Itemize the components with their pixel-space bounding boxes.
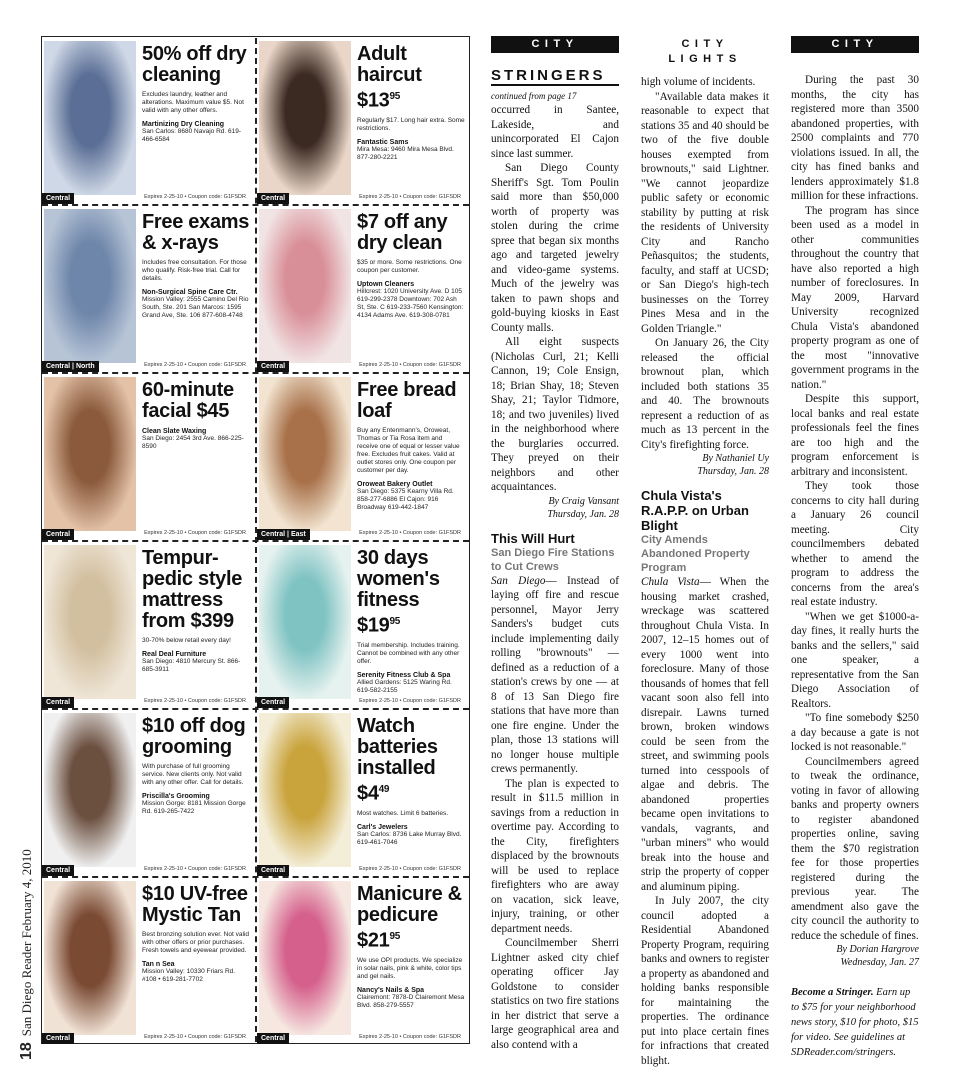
business-name: Nancy's Nails & Spa <box>357 986 425 994</box>
byline: By Dorian Hargrove <box>836 944 919 955</box>
region-tag: Central <box>42 1033 74 1044</box>
coupon[interactable] <box>257 38 469 204</box>
article-column-3 <box>791 36 919 1060</box>
mattress-icon <box>44 545 136 699</box>
business-address: Mission Valley: 2555 Camino Del Rio South, Ste. 201 San Marcos: 1595 Grand Ave, Ste. 106 877-608-4748 <box>142 296 249 319</box>
coupon-headline: Free bread loaf <box>357 379 457 422</box>
region-tag: Central <box>42 529 74 540</box>
shirt-icon <box>44 41 136 195</box>
paragraph: Chula Vista— When the housing market crashed, wreckage was scattered throughout Chula Vista. In 2007, 12–15 homes out of every 1000 went into foreclosure. Many of those thousands of homes that fell vacant soon also fell into disrepair. Lawns turned brown, broken windows could be seen from the street, and swimming pools turned into cesspools of algae and debris. The abandoned properties became open invitations to vandals, vagrants, and "urban miners" who would break into the house and strip the property of copper and aluminum piping. <box>641 576 769 893</box>
coupon-expiry: Expires 2-25-10 • Coupon code: G1FSDR <box>144 194 246 200</box>
coupon-expiry: Expires 2-25-10 • Coupon code: G1FSDR <box>359 362 461 368</box>
coupon[interactable] <box>42 878 254 1044</box>
article-deck: City Amends Abandoned Property Program <box>641 534 750 574</box>
coupon-expiry: Expires 2-25-10 • Coupon code: G1FSDR <box>359 866 461 872</box>
business-name: Uptown Cleaners <box>357 281 415 288</box>
coupon-expiry: Expires 2-25-10 • Coupon code: G1FSDR <box>144 530 246 536</box>
paragraph: Despite this support, local banks and real estate professionals feel the fines are too high and the program enforcement is arbitrary and inconsistent. <box>791 393 919 478</box>
coupon-description: We use OPI products. We specialize in solar nails, pink & white, color tips and gel nails. <box>357 956 463 980</box>
price-cents: 95 <box>389 616 401 627</box>
face-icon <box>44 377 136 531</box>
price-cents: 49 <box>378 784 390 795</box>
continued-note: continued from page 17 <box>491 90 577 101</box>
business-address: San Carlos: 8736 Lake Murray Blvd. 619-461-7046 <box>357 830 462 846</box>
article-column-2 <box>641 36 769 1068</box>
region-tag: Central <box>42 865 74 876</box>
paragraph: Councilmembers agreed to tweak the ordinance, voting in favor of allowing banks and property owners to register abandoned properties online, saving them the $70 registration fee for those properties registered during the previous year. The amendment also gave the city council the authority to reduce the schedule of fines. <box>791 755 919 942</box>
coupon-headline: 30 days women's fitness $\$19^{95}$ <box>357 547 440 637</box>
coupon-description: With purchase of full grooming service. New clients only. Not valid with any other offer. Call for details. <box>142 763 244 786</box>
section-kicker: CITY LIGHTS <box>791 36 919 53</box>
coupon-text <box>357 548 465 695</box>
coupon-text <box>142 716 250 816</box>
business-name: Priscilla's Grooming <box>142 793 210 800</box>
coupon[interactable] <box>42 38 254 204</box>
business-address: Mission Gorge: 8181 Mission Gorge Rd. 619-265-7422 <box>142 800 246 815</box>
business-address: Mission Valley: 10330 Friars Rd. #108 • 619-281-7702 <box>142 968 236 983</box>
coupon-text <box>142 212 250 320</box>
coupon-description: Trial membership. Includes training. Cannot be combined with any other offer. <box>357 641 460 665</box>
coupon-text <box>142 380 250 451</box>
business-address: Mira Mesa: 9460 Mira Mesa Blvd. 877-280-2221 <box>357 145 454 161</box>
coupon-headline: Adult haircut $\$13^{95}$ <box>357 43 422 112</box>
coupon-headline: $10 UV-free Mystic Tan <box>142 883 248 926</box>
business-name: Clean Slate Waxing <box>142 428 207 435</box>
coupon[interactable] <box>42 542 254 708</box>
price-cents: 95 <box>389 931 401 942</box>
coupon-text <box>357 716 465 847</box>
business-address: Clairemont: 7878-D Clairemont Mesa Blvd. 858-279-5557 <box>357 993 465 1009</box>
coupon-text <box>142 884 250 984</box>
paragraph: "Available data makes it reasonable to expect that stations 35 and 40 should be two of the five double houses exempted from brownouts," said Lightner. "We cannot jeopardize public safety or economic stability by putting at risk the residents of University City and Rancho Peñasquitos; the students, faculty, and staff at UCSD; or San Diego's high-tech businesses on the Torrey Pines Mesa and in the Golden Triangle." <box>641 90 769 335</box>
business-name: Real Deal Furniture <box>142 651 207 658</box>
region-tag: Central | East <box>257 529 310 540</box>
paragraph: The plan is expected to result in $11.5 million in savings from a reduction in overtime pay. According to the City, firefighters displaced by the brownouts will be used to replace firefighters who are away on vacation, sick leave, injury, training, or other department needs. <box>491 777 619 935</box>
byline-date: Wednesday, Jan. 27 <box>840 957 919 968</box>
region-tag: Central | North <box>42 361 99 372</box>
coupon[interactable] <box>42 710 254 876</box>
business-name: Serenity Fitness Club & Spa <box>357 671 451 679</box>
business-address: San Diego: 2454 3rd Ave. 866-225-8590 <box>142 435 244 450</box>
coupon-headline: Manicure & pedicure $\$21^{95}$ <box>357 883 462 952</box>
dateline: San Diego <box>491 574 546 587</box>
business-address: Allied Gardens: 5125 Waring Rd. 619-582-2155 <box>357 678 452 694</box>
paragraph: high volume of incidents. <box>641 76 756 88</box>
coupon-description: Most watches. Limit 6 batteries. <box>357 809 449 817</box>
bread-icon <box>259 377 351 531</box>
article-headline: Chula Vista's R.A.P.P. on Urban Blight <box>641 488 749 533</box>
region-tag: Central <box>42 697 74 708</box>
coupon-description: Best bronzing solution ever. Not valid with other offers or prior purchases. Fresh towels and eyewear provided. <box>142 931 249 954</box>
fitness-icon <box>259 545 351 699</box>
publication-line: San Diego Reader February 4, 2010 <box>19 849 34 1037</box>
coupon-description: Buy any Entenmann's, Oroweat, Thomas or Tia Rosa item and receive one of equal or lesser value free. Excludes fruit cakes. Valid at outlet stores only. One coupon per customer per day. <box>357 427 460 474</box>
dog-icon <box>44 713 136 867</box>
region-tag: Central <box>257 1033 289 1044</box>
coupon-description: Excludes laundry, leather and alterations. Maximum value $5. Not valid with any other offers. <box>142 91 244 114</box>
coupon-description: Includes free consultation. For those who qualify. Risk-free trial. Call for details. <box>142 259 247 282</box>
business-address: San Diego: 5375 Kearny Villa Rd. 858-277-6886 El Cajon: 916 Broadway 619-442-1847 <box>357 488 454 511</box>
coupon-expiry: Expires 2-25-10 • Coupon code: G1FSDR <box>144 698 246 704</box>
region-tag: Central <box>257 697 289 708</box>
paragraph: San Diego County Sheriff's Sgt. Tom Poulin said more than $50,000 worth of property was stolen during the crime spree that began six months ago and targeted jewelry and video-game systems. Much of the jewelry was taken to pawn shops and gold-buying kiosks in East County malls. <box>491 162 619 334</box>
stringer-note: Become a Stringer. Earn up to $75 for your neighborhood news story, $10 for photo, $15 for video. See guidelines at SDReader.com/stringers. <box>791 987 919 1058</box>
coupon[interactable] <box>42 374 254 540</box>
coupon-headline: Free exams & x-rays <box>142 211 250 254</box>
coupon-expiry: Expires 2-25-10 • Coupon code: G1FSDR <box>359 194 461 200</box>
article-column-1 <box>491 36 619 1052</box>
paragraph: occurred in Santee, Lakeside, and unincorporated El Cajon since last summer. <box>491 104 619 160</box>
section-kicker: CITY LIGHTS <box>491 36 619 53</box>
coupon[interactable] <box>257 710 469 876</box>
sweater-icon <box>259 209 351 363</box>
coupon-headline: Tempur-pedic style mattress from $399 <box>142 547 243 632</box>
coupon-headline: 50% off dry cleaning <box>142 43 247 86</box>
price-cents: 95 <box>389 91 401 102</box>
woman-hair-icon <box>259 41 351 195</box>
section-kicker: CITY LIGHTS <box>668 38 742 65</box>
region-tag: Central <box>257 193 289 204</box>
paragraph: "To fine somebody $250 a day because a gate is not locked is not reasonable." <box>791 712 919 753</box>
paragraph: They took those concerns to city hall during a January 26 council meeting. City councilmembers debated whether to amend the program to address the concerns from the area's real estate industry. <box>791 480 919 608</box>
nails-icon <box>259 881 351 1035</box>
coupon-text <box>357 212 465 320</box>
coupon-expiry: Expires 2-25-10 • Coupon code: G1FSDR <box>359 530 461 536</box>
page-spine <box>12 849 42 1060</box>
business-address: Hillcrest: 1020 University Ave. D 105 619-299-2378 Downtown: 702 Ash St, Ste. C 619-233-7560 Kensington: 4134 Adams Ave. 619-308-0781 <box>357 288 464 319</box>
region-tag: Central <box>257 865 289 876</box>
coupon-description: 30-70% below retail every day! <box>142 637 231 644</box>
byline: By Nathaniel Uy <box>702 453 769 464</box>
paragraph: Councilmember Sherri Lightner asked city chief operating officer Jay Goldstone to consider statistics on two fire stations in her district that serve a large geographical area and also contend with a <box>491 937 619 1051</box>
business-name: Martinizing Dry Cleaning <box>142 121 225 128</box>
tan-woman-icon <box>44 881 136 1035</box>
coupon-description: $35 or more. Some restrictions. One coupon per customer. <box>357 259 462 274</box>
business-address: San Diego: 4810 Mercury St. 866-685-3911 <box>142 658 241 673</box>
region-tag: Central <box>42 193 74 204</box>
coupon-expiry: Expires 2-25-10 • Coupon code: G1FSDR <box>144 866 246 872</box>
paragraph: On January 26, the City released the official brownout plan, which included both stations 35 and 40. The brownouts represent a reduction of as much as 13 percent in the City's firefighting force. <box>641 337 769 451</box>
coupon-text <box>357 380 465 512</box>
spine-text <box>18 849 36 1060</box>
coupon[interactable] <box>257 542 469 708</box>
coupon-expiry: Expires 2-25-10 • Coupon code: G1FSDR <box>359 1034 461 1040</box>
byline: By Craig Vansant <box>548 495 619 507</box>
paragraph: During the past 30 months, the city has registered more than 3500 abandoned properties, with 2500 complaints and 770 violations issued. In all, the city has fined banks and lenders approximately $1.8 million for these infractions. <box>791 74 919 202</box>
back-icon <box>44 209 136 363</box>
business-name: Tan n Sea <box>142 961 175 968</box>
paragraph: In July 2007, the city council adopted a Residential Abandoned Property Program, requiring banks and owners to register a property as abandoned and holding banks responsible for maintaining the properties. The ordinance put into place certain fines for infractions that created blight. <box>641 895 770 1067</box>
coupon-text <box>142 44 250 144</box>
section-title: STRINGERS <box>491 69 619 86</box>
byline-date: Thursday, Jan. 28 <box>697 466 769 477</box>
coupon-text <box>357 44 465 162</box>
coupon-headline: 60-minute facial $45 <box>142 379 234 422</box>
article-headline: This Will Hurt <box>491 530 575 546</box>
coupon[interactable] <box>42 206 254 372</box>
business-name: Carl's Jewelers <box>357 823 408 831</box>
stringers-link[interactable]: SDReader.com/stringers. <box>791 1047 896 1058</box>
paragraph: San Diego— Instead of laying off fire and rescue personnel, Mayor Jerry Sanders's budget cuts include implementing daily rolling "brownouts" — defined as a reduction of a station's crews by one — at 8 of 13 San Diego fire stations that have more than one fire engine. Under the plan, those 13 stations will no longer house multiple crews permanently. <box>491 574 619 775</box>
paragraph: All eight suspects (Nicholas Curl, 21; Kelli Cannon, 19; Cole Ensign, 18; Brian Shay, 18; Steven Shay, 21; Taylor Tidmore, 18; and two juveniles) lived in the neighborhood where the burglaries occurred. They preyed on their neighbors and other acquaintances. <box>491 336 619 493</box>
coupon-expiry: Expires 2-25-10 • Coupon code: G1FSDR <box>144 1034 246 1040</box>
region-tag: Central <box>257 361 289 372</box>
coupon[interactable] <box>257 374 469 540</box>
coupon-expiry: Expires 2-25-10 • Coupon code: G1FSDR <box>359 698 461 704</box>
coupon-headline: $7 off any dry clean <box>357 211 448 254</box>
coupon-description: Regularly $17. Long hair extra. Some restrictions. <box>357 116 465 132</box>
business-name: Fantastic Sams <box>357 138 409 146</box>
business-name: Non-Surgical Spine Care Ctr. <box>142 289 238 296</box>
coupon-text <box>357 884 465 1010</box>
paragraph: "When we get $1000-a-day fines, it really hurts the banks and the sellers," said one speaker, a representative from the San Diego Association of Realtors. <box>791 610 919 710</box>
coupon[interactable] <box>257 878 469 1044</box>
coupon[interactable] <box>257 206 469 372</box>
coupon-headline: $10 off dog grooming <box>142 715 246 758</box>
page-number: 18 <box>18 1042 35 1060</box>
coupon-headline: Watch batteries installed $\$4^{49}$ <box>357 715 438 805</box>
business-address: San Carlos: 8680 Navajo Rd. 619-466-6584 <box>142 128 242 143</box>
coupon-expiry: Expires 2-25-10 • Coupon code: G1FSDR <box>144 362 246 368</box>
byline-date: Thursday, Jan. 28 <box>547 508 619 520</box>
article-deck: to Cut Crews <box>491 560 559 573</box>
business-name: Oroweat Bakery Outlet <box>357 481 433 488</box>
paragraph: The program has since been used as a model in other communities throughout the country that have also reported a high number of foreclosures. In May 2009, Harvard University recognized Chula Vista's abandoned property program as one of the most "innovative government programs in the nation." <box>791 204 919 391</box>
article-deck: San Diego Fire Stations <box>491 546 615 559</box>
watch-icon <box>259 713 351 867</box>
dateline: Chula Vista <box>641 576 700 588</box>
coupon-text <box>142 548 250 674</box>
